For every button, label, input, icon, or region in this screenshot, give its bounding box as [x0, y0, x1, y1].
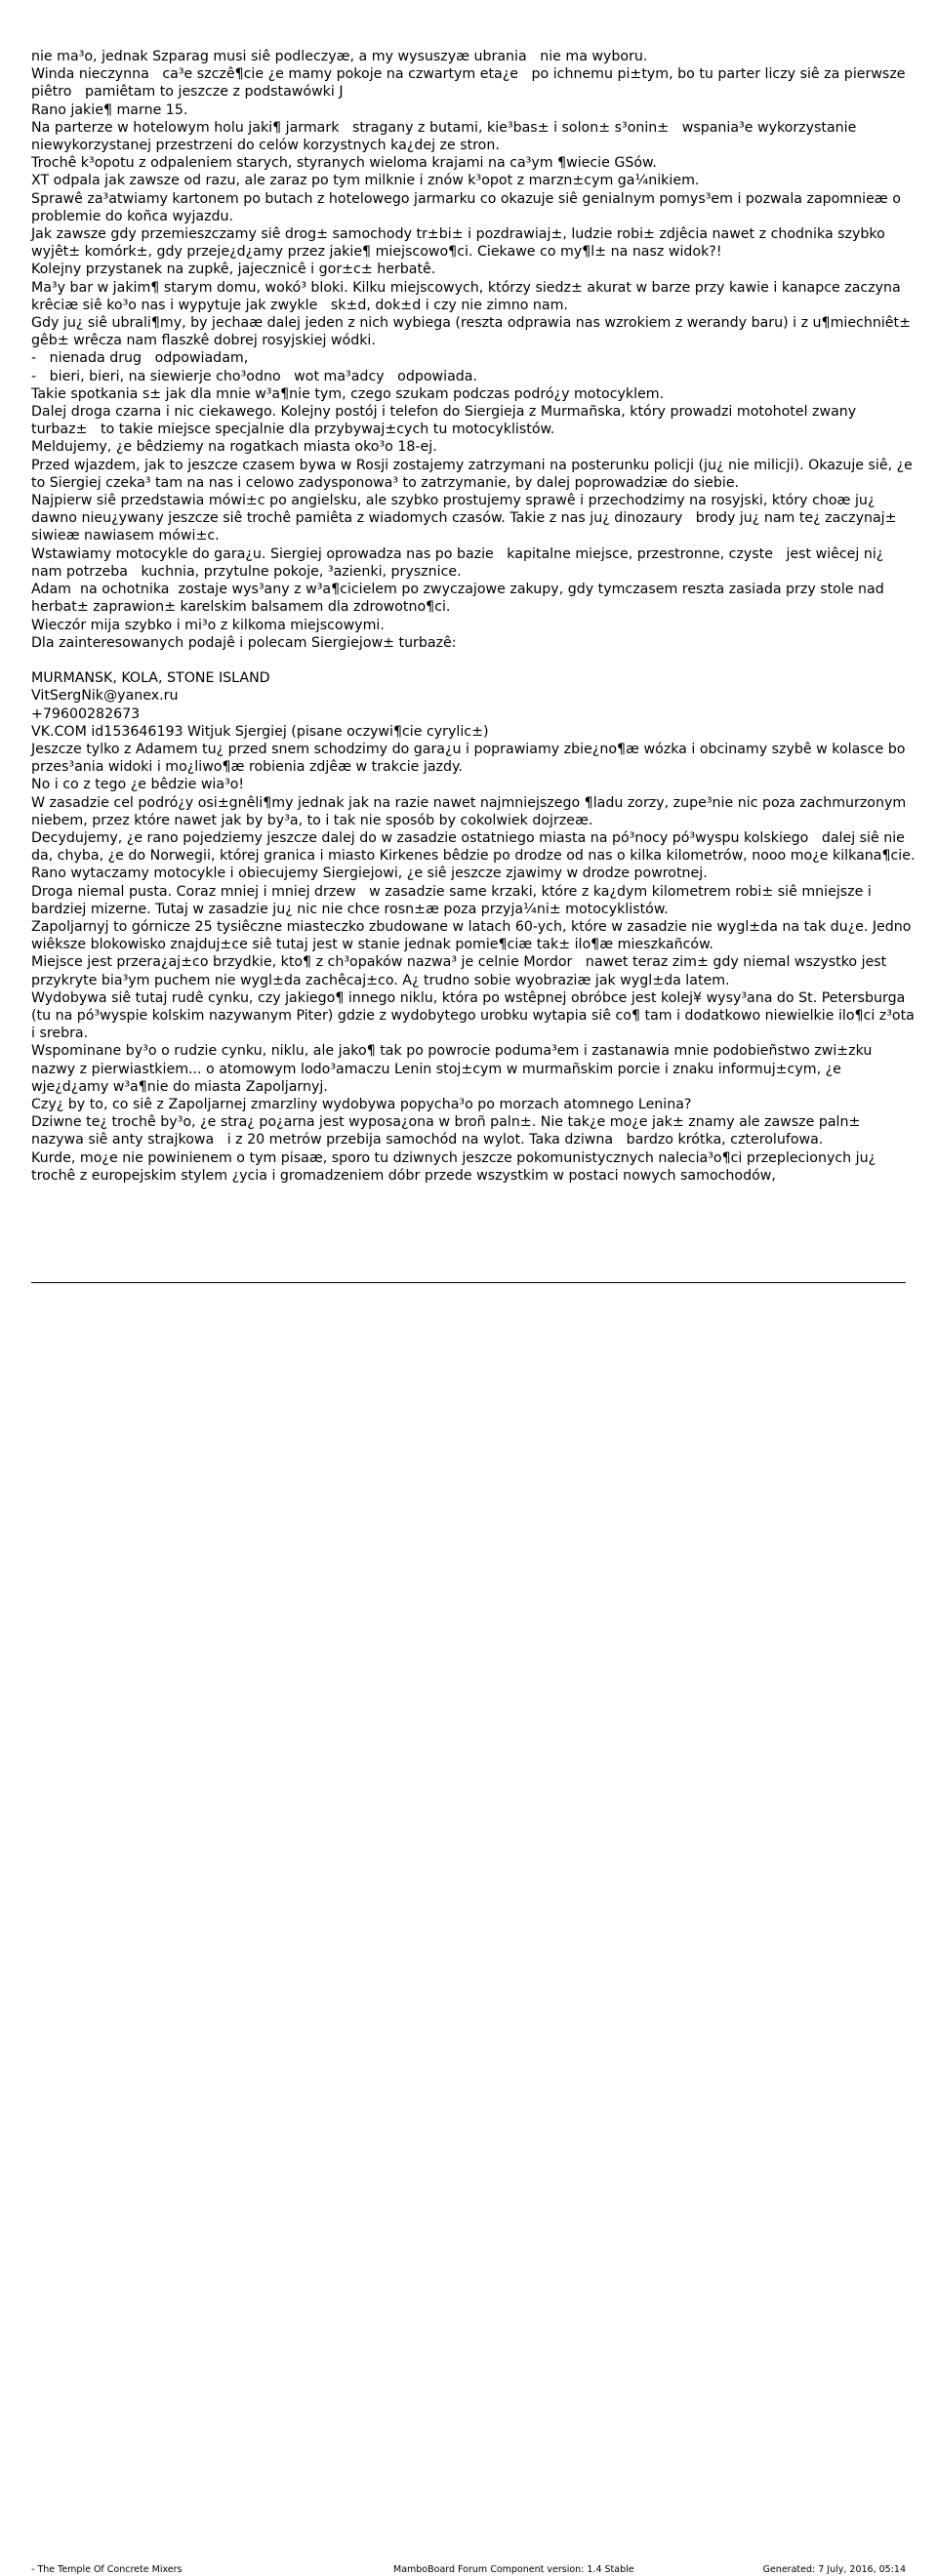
text-line: Wieczór mija szybko i mi³o z kilkoma miejscowymi.: [31, 617, 385, 633]
text-line: Sprawê za³atwiamy kartonem po butach z hotelowego jarmarku co okazuje siê genialnym pomys³em i pozwala zapomnieæ o problemie do koñca wyjazdu.: [31, 190, 906, 224]
text-line: Gdy ju¿ siê ubrali¶my, by jechaæ dalej jeden z nich wybiega (reszta odprawia nas wzrokiem z werandy baru) i z u¶miechniêt± gêb± wrêcza nam flaszkê dobrej rosyjskiej wódki.: [31, 315, 916, 349]
text-line: Czy¿ by to, co siê z Zapoljarnej zmarzliny wydobywa popycha³o po morzach atomnego Lenina?: [31, 1096, 692, 1112]
text-line: Trochê k³opotu z odpaleniem starych, styranych wieloma krajami na ca³ym ¶wiecie GSów.: [31, 155, 657, 172]
text-line: Zapoljarnyj to górnicze 25 tysiêczne miasteczko zbudowane w latach 60-ych, które w zasadzie nie wygl±da na tak du¿e. Jedno wiêksze blokowisko znajduj±ce siê tutaj jest w stanie jednak pomie¶ciæ tak± ilo¶æ mieszkañców.: [31, 918, 916, 953]
text-line: Droga niemal pusta. Coraz mniej i mniej drzew w zasadzie same krzaki, które z ka¿dym kilometrem robi± siê mniejsze i bardziej mizerne. Tutaj w zasadzie ju¿ nic nie chce rosn±æ poza przyja¼ni± motocyklistów.: [31, 883, 876, 917]
footer-site-name: - The Temple Of Concrete Mixers: [31, 2564, 183, 2575]
text-line: Jak zawsze gdy przemieszczamy siê drog± samochody tr±bi± i pozdrawiaj±, ludzie robi± zdjêcia nawet z chodnika szybko wyjêt± komórk±, gdy przeje¿d¿amy przez jakie¶ miejscowo¶ci. Ciekawe co my¶l± na nasz widok?!: [31, 226, 890, 261]
text-line: Dziwne te¿ trochê by³o, ¿e stra¿ po¿arna jest wyposa¿ona w broñ paln±. Nie tak¿e mo¿e jak± znamy ale zawsze paln± nazywa siê anty strajkowa i z 20 metrów przebija samochód na wylot. Taka dziwna bardzo krótka, czterolufowa.: [31, 1114, 874, 1148]
page-footer: [0, 1279, 937, 2575]
text-line: +79600282673: [31, 705, 141, 722]
text-line: Dalej droga czarna i nic ciekawego. Kolejny postój i telefon do Siergieja z Murmañska, który prowadzi motohotel zwany turbaz± to takie miejsce specjalnie dla przybywaj±cych tu motocyklistów.: [31, 404, 861, 438]
text-line: [31, 652, 916, 669]
text-line: Wspominane by³o o rudzie cynku, niklu, ale jako¶ tak po powrocie poduma³em i zastanawia mnie podobieñstwo zwi±zku nazwy z pierwiastkiem... o atomowym lodo³amaczu Lenin stoj±cym w murmañskim porcie i znaku informuj±cym, ¿e wje¿d¿amy w³a¶nie do miasta Zapoljarnyj.: [31, 1043, 876, 1095]
text-line: Meldujemy, ¿e bêdziemy na rogatkach miasta oko³o 18-ej.: [31, 439, 437, 456]
footer-generated-date: Generated: 7 July, 2016, 05:14: [762, 2564, 906, 2575]
text-line: nie ma³o, jednak Szparag musi siê podleczyæ, a my wysuszyæ ubrania nie ma wyboru.: [31, 49, 648, 64]
text-line: Dla zainteresowanych podajê i polecam Siergiejow± turbazê:: [31, 634, 457, 651]
text-line: Ma³y bar w jakim¶ starym domu, wokó³ bloki. Kilku miejscowych, którzy siedz± akurat w barze przy kawie i kanapce zaczyna krêciæ siê ko³o nas i wypytuje jak zwykle sk±d, dok±d i czy nie zimno nam.: [31, 279, 906, 313]
text-line: MURMANSK, KOLA, STONE ISLAND: [31, 670, 270, 687]
text-line: XT odpala jak zawsze od razu, ale zaraz po tym milknie i znów k³opot z marzn±cym ga¼nikiem.: [31, 173, 700, 189]
footer-component-version: MamboBoard Forum Component version: 1.4 Stable: [393, 2564, 634, 2575]
text-line: VK.COM id153646193 Witjuk Sjergiej (pisane oczywi¶cie cyrylic±): [31, 723, 489, 740]
text-line: Takie spotkania s± jak dla mnie w³a¶nie tym, czego szukam podczas podró¿y motocyklem.: [31, 385, 665, 402]
text-line: Kolejny przystanek na zupkê, jajecznicê i gor±c± herbatê.: [31, 262, 436, 278]
text-line: No i co z tego ¿e bêdzie wia³o!: [31, 777, 245, 793]
text-line: Rano wytaczamy motocykle i obiecujemy Siergiejowi, ¿e siê jeszcze zjawimy w drodze powrotnej.: [31, 865, 708, 882]
text-line: W zasadzie cel podró¿y osi±gnêli¶my jednak jak na razie nawet najmniejszego ¶ladu zorzy, zupe³nie nic poza zachmurzonym niebem, przez które nawet jak by by³a, to i tak nie sposób by cokolwiek dojrzeæ.: [31, 794, 911, 828]
text-line: Na parterze w hotelowym holu jaki¶ jarmark stragany z butami, kie³bas± i solon± s³onin± wspania³e wykorzystanie niewykorzystanej przestrzeni do celów korzystnych ka¿dej ze stron.: [31, 119, 861, 154]
text-line: Wydobywa siê tutaj rudê cynku, czy jakiego¶ innego niklu, która po wstêpnej obróbce jest kolej¥ wysy³ana do St. Petersburga (tu na pó³wyspie kolskim nazywanym Piter) gdzie z wydobytego urobku wytapia siê co¶ tam i dodatkowo niewielkie ilo¶ci z³ota i srebra.: [31, 989, 919, 1042]
text-line: Wstawiamy motocykle do gara¿u. Siergiej oprowadza nas po bazie kapitalne miejsce, przestronne, czyste jest wiêcej ni¿ nam potrzeba kuchnia, przytulne pokoje, ³azienki, prysznice.: [31, 545, 888, 580]
text-line: Winda nieczynna ca³e szczê¶cie ¿e mamy pokoje na czwartym eta¿e po ichnemu pi±tym, bo tu parter liczy siê za pierwsze piêtro pamiêtam to jeszcze z podstawówki J: [31, 66, 911, 101]
text-line: Przed wjazdem, jak to jeszcze czasem bywa w Rosji zostajemy zatrzymani na posterunku policji (ju¿ nie milicji). Okazuje siê, ¿e to Siergiej czeka³ tam na nas i celowo zadysponowa³ to zatrzymanie, by dalej poprowadziæ do siebie.: [31, 457, 917, 491]
text-line: Kurde, mo¿e nie powinienem o tym pisaæ, sporo tu dziwnych jeszcze pokomunistycznych nalecia³o¶ci przeplecionych ju¿ trochê z europejskim stylem ¿ycia i gromadzeniem dóbr przede wszystkim w postaci nowych samochodów,: [31, 1149, 880, 1184]
text-line: Miejsce jest przera¿aj±co brzydkie, kto¶ z ch³opaków nazwa³ je celnie Mordor nawet teraz zim± gdy niemal wszystko jest przykryte bia³ym puchem nie wygl±da zachêcaj±co. A¿ trudno sobie wyobraziæ jak wygl±da latem.: [31, 954, 891, 988]
text-line: Rano jakie¶ marne 15.: [31, 101, 188, 118]
document-body: [31, 48, 919, 1185]
text-line: Najpierw siê przedstawia mówi±c po angielsku, ale szybko prostujemy sprawê i przechodzimy na rosyjski, który choæ ju¿ dawno nieu¿ywany jeszcze siê trochê pamiêta z wiadomych czasów. Takie z nas ju¿ dinozaury brody ju¿ nam te¿ zaczynaj± siwieæ nawiasem mówi±c.: [31, 493, 902, 544]
text-line: VitSergNik@yanex.ru: [31, 688, 179, 704]
text-line: Adam na ochotnika zostaje wys³any z w³a¶cicielem po zwyczajowe zakupy, gdy tymczasem reszta zasiada przy stole nad herbat± zaprawion± karelskim balsamem dla zdrowotno¶ci.: [31, 582, 889, 616]
text-line: Decydujemy, ¿e rano pojedziemy jeszcze dalej do w zasadzie ostatniego miasta na pó³nocy pó³wyspu kolskiego dalej siê nie da, chyba, ¿e do Norwegii, której granica i miasto Kirkenes bêdzie po drodze od nas o kilka kilometrów, nooo mo¿e kilkana¶cie.: [31, 829, 916, 865]
text-line: Jeszcze tylko z Adamem tu¿ przed snem schodzimy do gara¿u i poprawiamy zbie¿no¶æ wózka i obcinamy szybê w kolasce bo przes³ania widoki i mo¿liwo¶æ robienia zdjêæ w trakcie jazdy.: [31, 741, 910, 776]
text-line: - bieri, bieri, na siewierje cho³odno wot ma³adcy odpowiada.: [31, 368, 477, 384]
text-line: - nienada drug odpowiadam,: [31, 350, 249, 367]
